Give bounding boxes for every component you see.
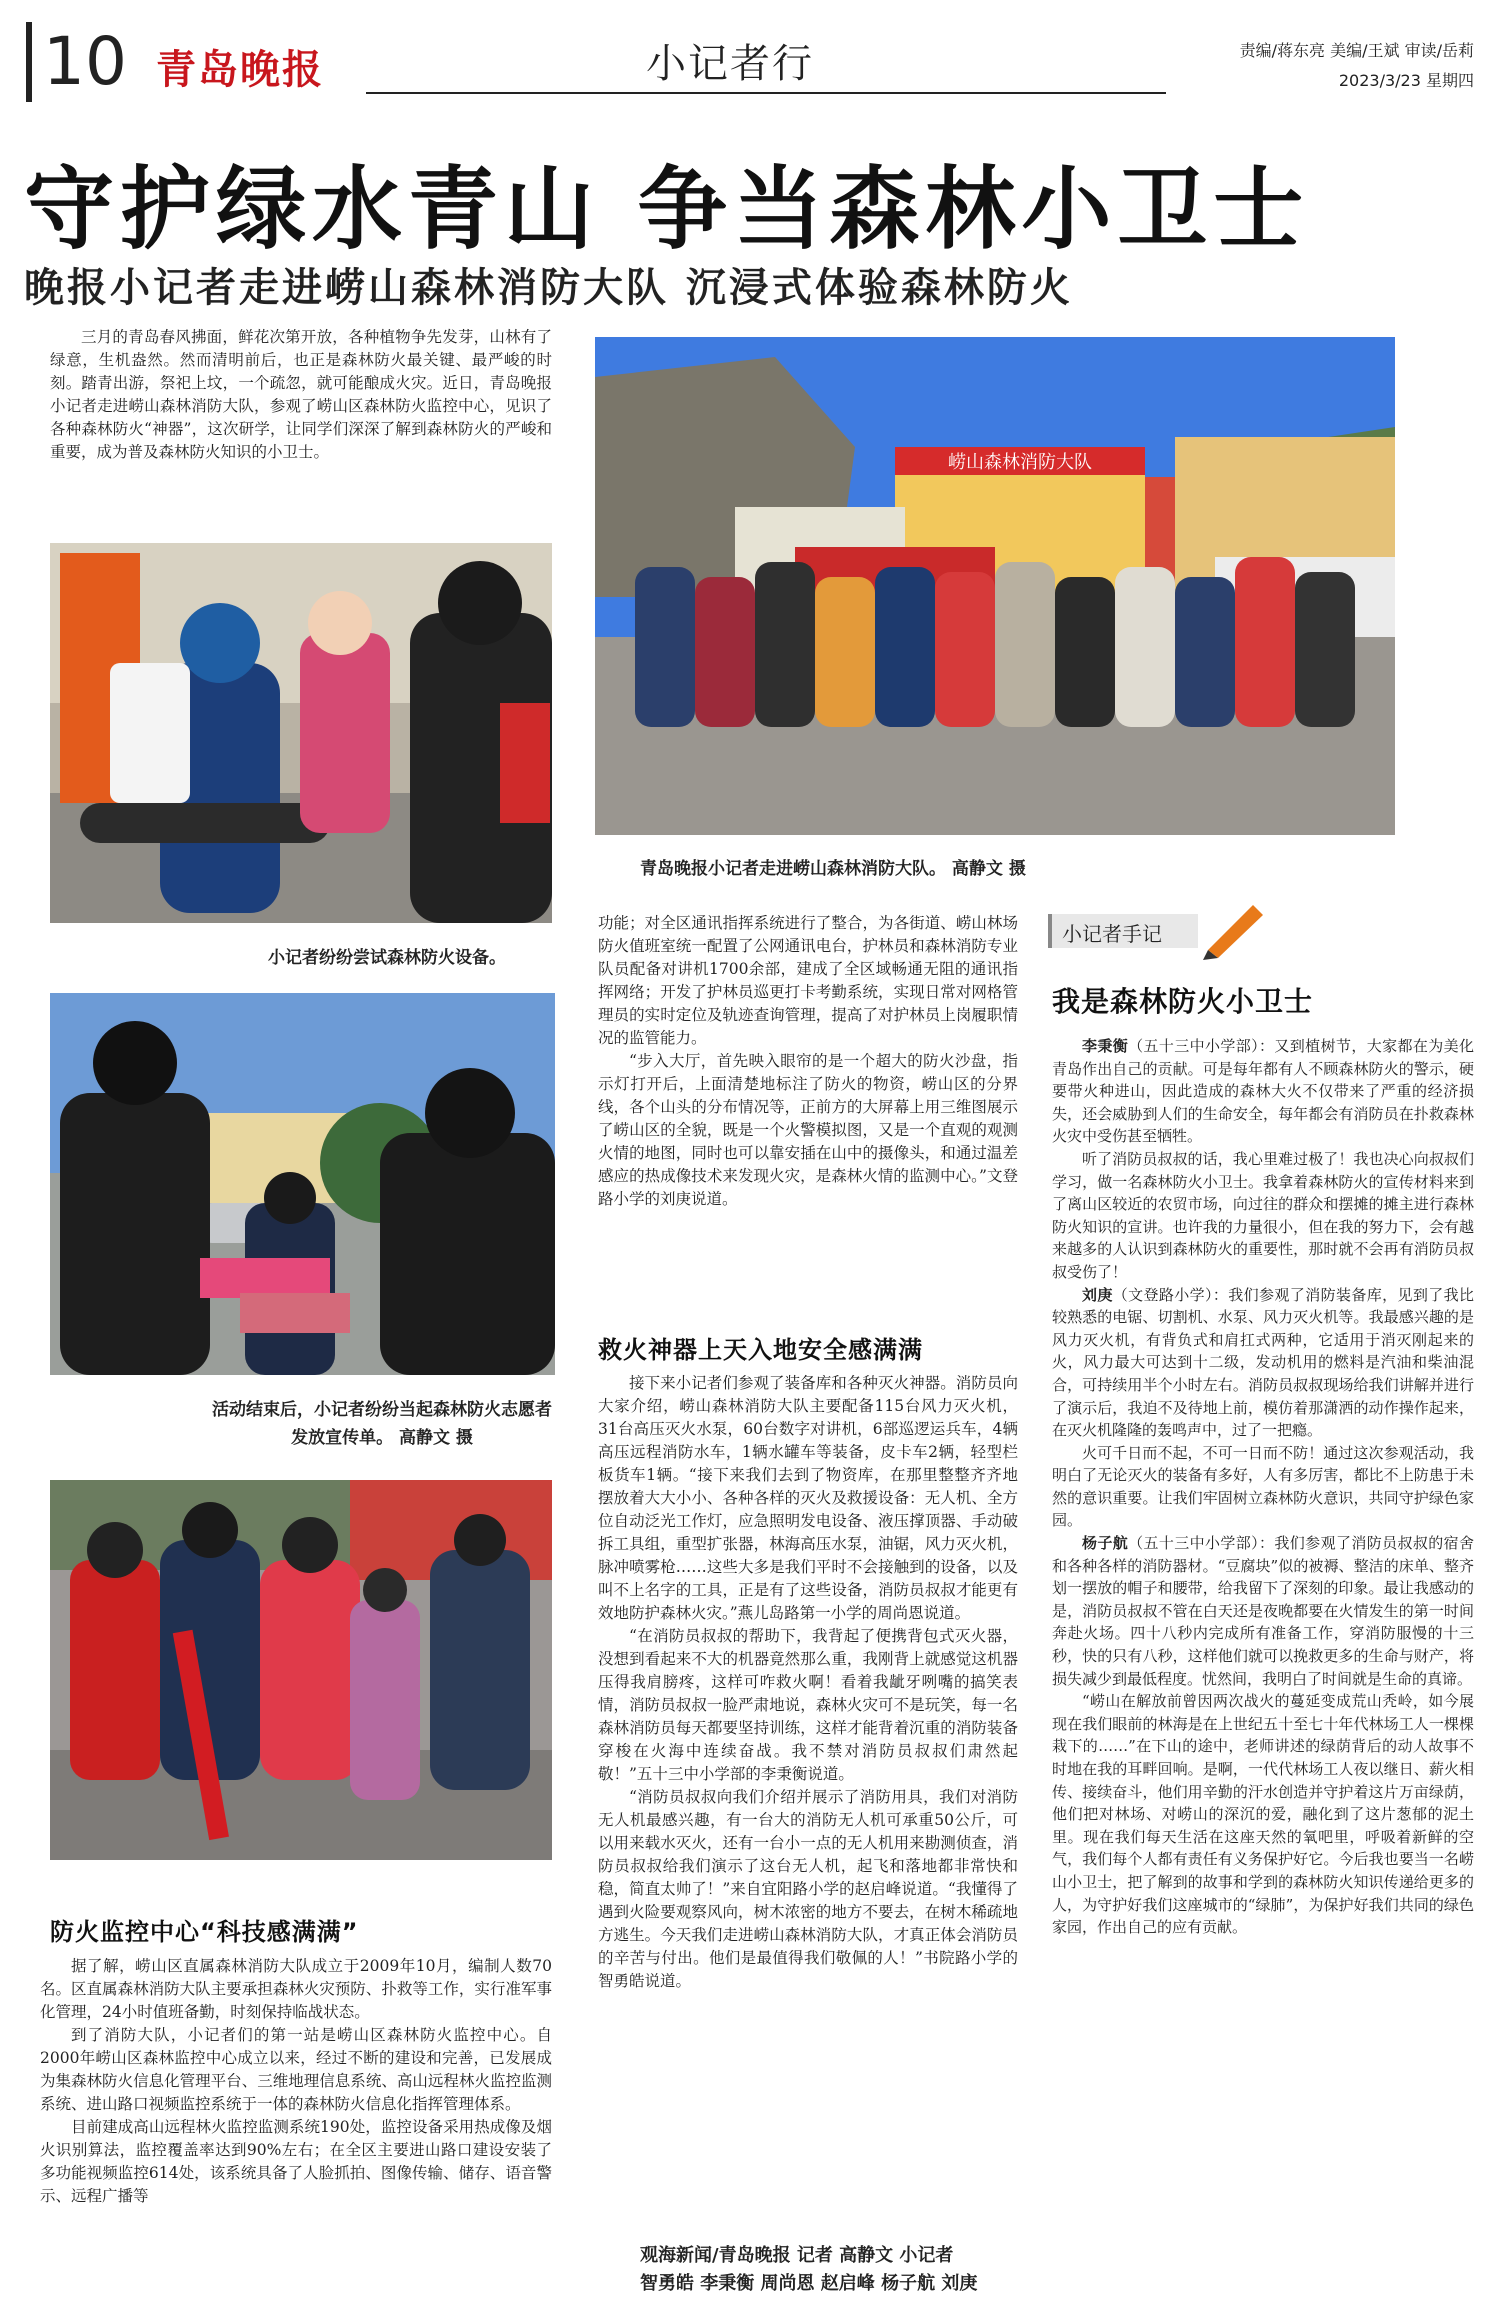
author-name: 李秉衡 [1082, 1037, 1129, 1055]
photo-equipment-trial [50, 543, 552, 923]
photo-group-equipment-image [50, 1480, 552, 1860]
caption-photo1: 小记者纷纷尝试森林防火设备。 [268, 948, 506, 968]
column2-body-bottom: 接下来小记者们参观了装备库和各种灭火神器。消防员向大家介绍，崂山森林消防大队主要配备115台风力灭火机，31台高压灭火水泵，60台数字对讲机，6部巡逻运兵车，4辆高压远程消防水车，1辆水罐车等装备，皮卡车2辆，轻型栏板货车1辆。“接下来我们去到了物资库，在那里整整齐齐地摆放着大大小小、各种各样的灭火及救援设备：无人机、全方位自动泛光工作灯，应急照明发电设备、液压撑顶器、手动破拆工具组，重型扩张器，林海高压水泵，油锯，风力灭火机，脉冲喷雾枪……这些大多是我们平时不会接触到的设备，以及叫不上名字的工具，正是有了这些设备，消防员叔叔才能更有效地防护森林火灾。”燕儿岛路第一小学的周尚恩说道。 “在消防员叔叔的帮助下，我背起了便携背包式灭火器，没想到看起来不大的机器竟然那么重，我刚背上就感觉这机器压得我肩膀疼，这样可咋救火啊！看着我龇牙咧嘴的搞笑表情，消防员叔叔一脸严肃地说，森林火灾可不是玩笑，每一名森林消防员每天都要坚持训练，这样才能背着沉重的消防装备穿梭在火海中连续奋战。我不禁对消防员叔叔们肃然起敬！”五十三中小学部的李秉衡说道。 “消防员叔叔向我们介绍并展示了消防用具，我们对消防无人机最感兴趣，有一台大的消防无人机可承重50公斤，可以用来载水灭火，还有一台小一点的无人机用来勘测侦查，消防员叔叔给我们演示了这台无人机，起飞和落地都非常快和稳，简直太帅了！”来自宜阳路小学的赵启峰说道。“我懂得了遇到火险要观察风向，树木浓密的地方不要去，在树木稀疏地方逃生。今天我们走进崂山森林消防大队，才真正体会消防员的辛苦与付出。他们是最值得我们敬佩的人！”书院路小学的智勇皓说道。 [598, 1374, 1018, 1990]
photo-group-equipment [50, 1480, 552, 1860]
headline: 守护绿水青山 争当森林小卫士 [24, 157, 1310, 262]
notebook-title: 我是森林防火小卫士 [1052, 985, 1314, 1018]
section-title-monitoring: 防火监控中心“科技感满满” [50, 1918, 359, 1946]
group-of-children [635, 557, 1355, 727]
column2-body-top: 功能；对全区通讯指挥系统进行了整合，为各街道、崂山林场防火值班室统一配置了公网通讯电台，护林员和森林消防专业队员配备对讲机1700余部，建成了全区域畅通无阻的通讯指挥网络；开发了护林员巡更打卡考勤系统，实现日常对网格管理员的实时定位及轨迹查询管理，提高了对护林员上岗履职情况的监管能力。 “步入大厅，首先映入眼帘的是一个超大的防火沙盘，指示灯打开后，上面清楚地标注了防火的物资，崂山区的分界线，各个山头的分布情况等，正前方的大屏幕上用三维图展示了崂山区的全貌，既是一个火警模拟图，又是一个直观的观测火情的地图，同时也可以靠安插在山中的摄像头，和通过温差感应的热成像技术来发现火灾，是森林火情的监测中心。”文登路小学的刘庚说道。 [598, 914, 1018, 1208]
section-title: 小记者行 [646, 41, 814, 87]
photo-main-group [595, 337, 1395, 835]
notebook-tag-label: 小记者手记 [1062, 922, 1162, 946]
caption-main-photo: 青岛晚报小记者走进崂山森林消防大队。 高静文 摄 [640, 859, 1026, 879]
notebook-body: 李秉衡（五十三中小学部）：又到植树节，大家都在为美化青岛作出自己的贡献。可是每年都有人不顾森林防火的警示，硬要带火种进山，因此造成的森林大火不仅带来了严重的经济损失，还会威胁到人们的生命安全，每年都会有消防员在扑救森林火灾中受伤甚至牺牲。 听了消防员叔叔的话，我心里难过极了！我也决心向叔叔们学习，做一名森林防火小卫士。我拿着森林防火的宣传材料来到了离山区较近的农贸市场，向过往的群众和摆摊的摊主进行森林防火知识的宣讲。也许我的力量很小，但在我的努力下，会有越来越多的人认识到森林防火的重要性，那时就不会再有消防员叔叔受伤了！ 刘庚（文登路小学）：我们参观了消防装备库，见到了我比较熟悉的电锯、切割机、水泵、风力灭火机等。我最感兴趣的是风力灭火机，有背负式和肩扛式两种，它适用于消灭刚起来的火，风力最大可达到十二级，发动机用的燃料是汽油和柴油混合，可持续用半个小时左右。消防员叔叔现场给我们讲解并进行了演示后，我迫不及待地上前，模仿着那潇洒的动作操作起来，在灭火机隆隆的轰鸣声中，过了一把瘾。 火可千日而不起，不可一日而不防！通过这次参观活动，我明白了无论灭火的装备有多好，人有多厉害，都比不上防患于未然的意识重要。让我们牢固树立森林防火意识，共同守护绿色家园。 杨子航（五十三中小学部）：我们参观了消防员叔叔的宿舍和各种各样的消防器材。“豆腐块”似的被褥、整洁的床单、整齐划一摆放的帽子和腰带，给我留下了深刻的印象。最让我感动的是，消防员叔叔不管在白天还是夜晚都要在火情发生的第一时间奔赴火场。四十八秒内完成所有准备工作，穿消防服慢的十三秒，快的只有八秒，这样他们就可以挽救更多的生命与财产，将损失减少到最低程度。忧然间，我明白了时间就是生命的真谛。 “崂山在解放前曾因两次战火的蔓延变成荒山秃岭，如今展现在我们眼前的林海是在上世纪五十至七十年代林场工人一棵棵栽下的……”在下山的途中，老师讲述的绿荫背后的动人故事不时地在我的耳畔回响。是啊，一代代林场工人夜以继日、薪火相传、接续奋斗，他们用辛勤的汗水创造并守护着这片万亩绿荫，他们把对林场、对崂山的深沉的爱，融化到了这片葱郁的泥土里。现在我们每天生活在这座天然的氧吧里，呼吸着新鲜的空气，我们每个人都有责任有义务保护好它。今后我也要当一名崂山小卫士，把了解到的故事和学到的森林防火知识传递给更多的人，为守护好我们这座城市的“绿肺”，为保护好我们共同的绿色家园，作出自己的应有贡献。 [1052, 1037, 1474, 1937]
station-sign-text: 崂山森林消防大队 [948, 452, 1092, 473]
masthead [26, 22, 1474, 114]
page-number: 10 [26, 22, 138, 102]
header-rule [366, 92, 1166, 94]
caption-photo2: 活动结束后，小记者纷纷当起森林防火志愿者发放宣传单。 高静文 摄 [212, 1400, 552, 1448]
reporter-notebook-tag [1048, 908, 1268, 954]
author-name: 杨子航 [1082, 1534, 1129, 1553]
byline: 观海新闻/青岛晚报 记者 高静文 小记者 智勇皓 李秉衡 周尚恩 赵启峰 杨子航 刘庚 [640, 2245, 978, 2294]
credits [1240, 36, 1474, 96]
subheadline: 晚报小记者走进崂山森林消防大队 沉浸式体验森林防火 [24, 265, 1073, 311]
issue-date: 2023/3/23 星期四 [1338, 71, 1474, 90]
photo-main-group-image [595, 337, 1395, 835]
author-name: 刘庚 [1082, 1285, 1113, 1304]
intro-paragraph: 三月的青岛春风拂面，鲜花次第开放，各种植物争先发芽，山林有了绿意，生机盎然。然而清明前后，也正是森林防火最关键、最严峻的时刻。踏青出游，祭祀上坟，一个疏忽，就可能酿成火灾。近日，青岛晚报小记者走进崂山森林消防大队，参观了崂山区森林防火监控中心，见识了各种森林防火“神器”，这次研学，让同学们深深了解到森林防火的严峻和重要，成为普及森林防火知识的小卫士。 [50, 328, 552, 461]
section-monitoring-body: 据了解，崂山区直属森林消防大队成立于2009年10月，编制人数70名。区直属森林消防大队主要承担森林火灾预防、扑救等工作，实行准军事化管理，24小时值班备勤，时刻保持临战状态。 到了消防大队，小记者们的第一站是崂山区森林防火监控中心。自2000年崂山区森林监控中心成立以来，经过不断的建设和完善，已发展成为集森林防火信息化管理平台、三维地理信息系统、高山远程林火监控监测系统、进山路口视频监控系统于一体的森林防火信息化指挥管理体系。 目前建成高山远程林火监控监测系统190处，监控设备采用热成像及烟火识别算法，监控覆盖率达到90%左右；在全区主要进山路口建设安装了多功能视频监控614处，该系统具备了人脸抓拍、图像传输、储存、语音警示、远程广播等 [40, 1957, 552, 2205]
photo-equipment-trial-image [50, 543, 552, 923]
section-title-equipment: 救火神器上天入地安全感满满 [598, 1336, 923, 1364]
pen-icon [1198, 900, 1268, 960]
newspaper-logo: 青岛晚报 [156, 46, 324, 93]
photo-flyer-distribution [50, 993, 555, 1375]
photo-flyer-distribution-image [50, 993, 555, 1375]
editor-credits: 责编/蒋东亮 美编/王斌 审读/岳莉 [1239, 41, 1474, 60]
